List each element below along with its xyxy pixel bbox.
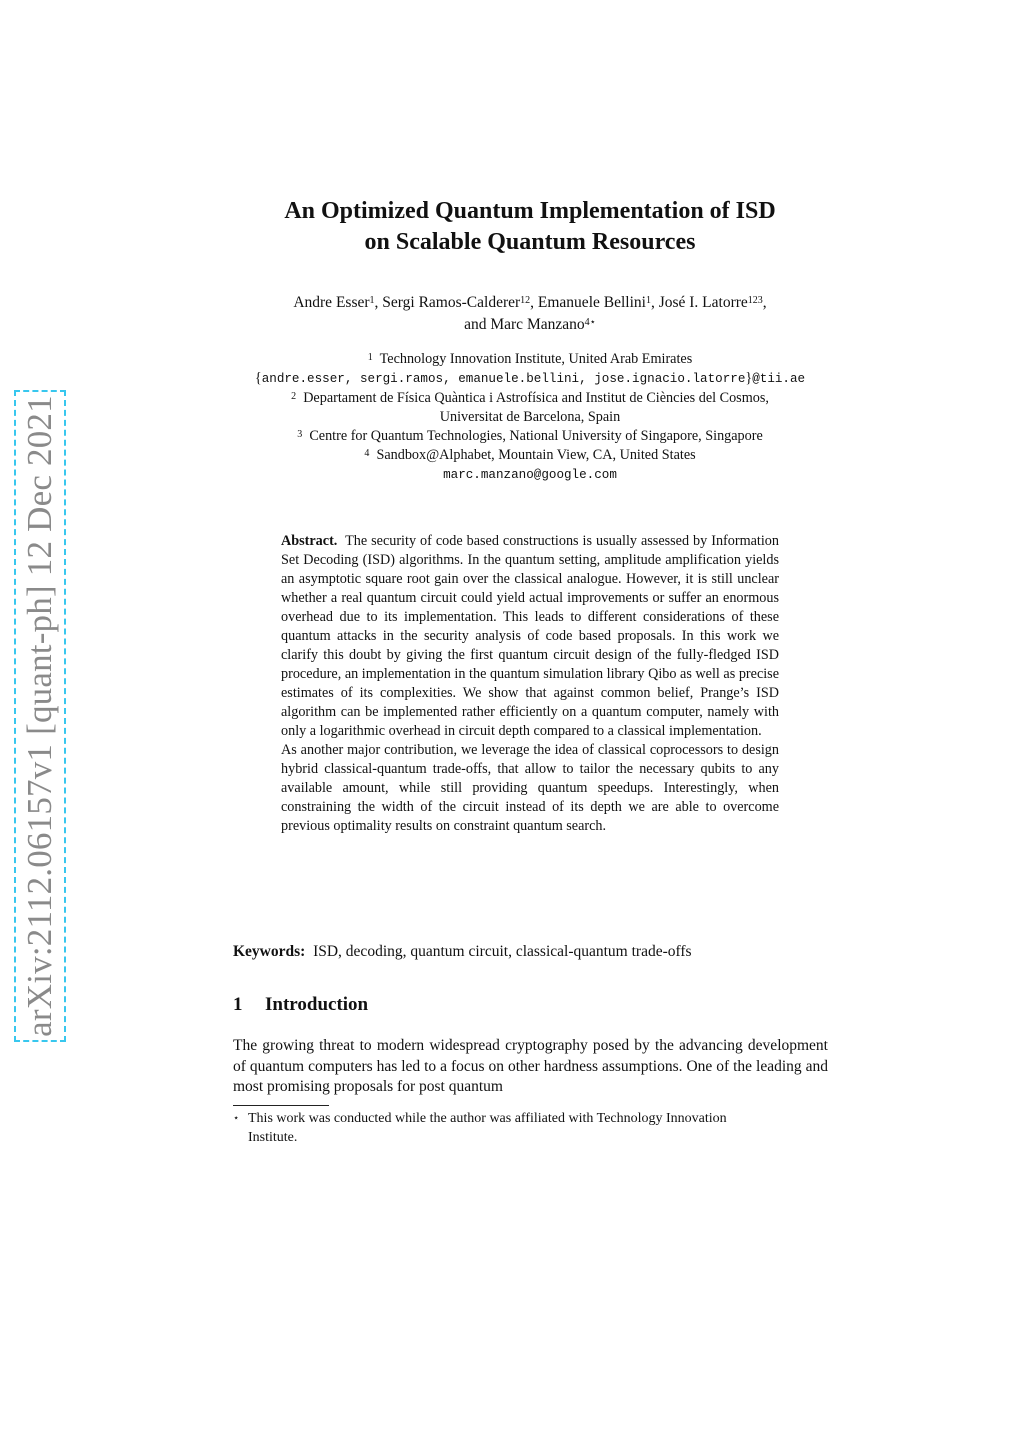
affiliation-1-text: Technology Innovation Institute, United Arab Emirates: [379, 351, 693, 367]
author-manzano-sup: 4⋆: [584, 317, 596, 328]
affiliation-3-sup: 3: [297, 429, 303, 440]
author-latorre-tail: ,: [762, 294, 767, 311]
affiliation-4-email: [200, 465, 860, 485]
author-latorre-sup: 123: [747, 295, 763, 306]
author-manzano: and Marc Manzano: [464, 316, 585, 333]
abstract-paragraph-1: [281, 532, 779, 741]
keywords: [233, 942, 833, 962]
affiliation-1-sup: 1: [367, 352, 373, 363]
affiliation-2-sup: 2: [291, 391, 297, 402]
intro-text: The growing threat to modern widespread cryptography posed by the advancing development of quantum computers has led to a focus on other hardness assumptions. One of the leading and most promising proposals for post quantum: [233, 1037, 828, 1095]
section-heading: [233, 993, 368, 1017]
affiliation-4: [200, 446, 860, 465]
emails-open-brace: {: [254, 370, 262, 386]
affiliation-emails: [200, 369, 860, 389]
title-line-1: An Optimized Quantum Implementation of ISD: [284, 198, 776, 224]
title-line-2: on Scalable Quantum Resources: [364, 229, 696, 255]
emails-close-brace: }: [745, 370, 753, 386]
abstract-label: Abstract.: [281, 533, 338, 549]
keywords-text: ISD, decoding, quantum circuit, classical-quantum trade-offs: [313, 943, 692, 960]
affiliation-4-sup: 4: [364, 448, 370, 459]
paper-title: [200, 196, 860, 258]
author-esser-sup: 1: [369, 295, 375, 306]
section-title: Introduction: [265, 994, 369, 1015]
section-number: 1: [233, 994, 243, 1015]
abstract-text-1: The security of code based constructions is usually assessed by Information Set Decoding (ISD) algorithms. In the quantum setting, amplitude amplification yields an asymptotic square root gain over the classical analogue. However, it is still unclear whether a real quantum circuit could yield actual improvements or suffer an enormous overhead due to its implementation. This leads to different considerations of these quantum attacks in the security analysis of code based proposals. In this work we clarify this doubt by giving the first quantum circuit design of the fully-fledged ISD procedure, an implementation in the quantum simulation library Qibo as well as precise estimates of its complexities. We show that against common belief, Prange’s ISD algorithm can be implemented rather efficiently on a quantum computer, namely with only a logarithmic overhead in circuit depth compared to a classical implementation.: [281, 533, 779, 739]
affiliation-3: [200, 427, 860, 446]
author-latorre: , José I. Latorre: [650, 294, 748, 311]
footnote-line-1: [233, 1109, 828, 1128]
footnote: [233, 1109, 828, 1147]
intro-paragraph: [233, 1036, 828, 1098]
arxiv-stamp-text[interactable]: arXiv:2112.06157v1 [quant-ph] 12 Dec 2021: [20, 395, 59, 1037]
affiliation-1: [200, 350, 860, 369]
author-ramos: , Sergi Ramos-Calderer: [374, 294, 521, 311]
author-line-2: [210, 314, 850, 336]
author-line-1: [210, 292, 850, 314]
author-bellini: , Emanuele Bellini: [530, 294, 646, 311]
abstract-paragraph-2: As another major contribution, we leverage the idea of classical coprocessors to design hybrid classical-quantum trade-offs, that allow to tailor the necessary qubits to any available amount, while still providing quantum speedups. Interestingly, when constraining the width of the circuit instead of its depth we are able to overcome previous optimality results on constraint quantum search.: [281, 742, 779, 834]
emails-list[interactable]: andre.esser, sergi.ramos, emanuele.bellini, jose.ignacio.latorre: [261, 372, 746, 386]
manzano-email[interactable]: marc.manzano@google.com: [443, 468, 617, 482]
affiliation-2-line-2: Universitat de Barcelona, Spain: [439, 409, 621, 425]
abstract: [281, 532, 779, 836]
author-ramos-sup: 12: [520, 295, 531, 306]
arxiv-stamp: [14, 390, 66, 1042]
affiliation-2: [200, 389, 860, 408]
affiliation-2-text: Departament de Física Quàntica i Astrofísica and Institut de Ciències del Cosmos,: [303, 390, 769, 406]
affiliation-4-text: Sandbox@Alphabet, Mountain View, CA, United States: [376, 447, 696, 463]
author-list: [210, 292, 850, 336]
affiliation-3-text: Centre for Quantum Technologies, National University of Singapore, Singapore: [309, 428, 763, 444]
keywords-label: Keywords:: [233, 943, 306, 960]
footnote-mark: ⋆: [233, 1113, 240, 1124]
affiliations: [200, 350, 860, 485]
author-bellini-sup: 1: [645, 295, 651, 306]
footnote-rule: [233, 1105, 329, 1106]
emails-domain[interactable]: @tii.ae: [752, 372, 806, 386]
footnote-line-2: Institute.: [248, 1130, 298, 1145]
author-esser: Andre Esser: [293, 294, 370, 311]
footnote-text-1: This work was conducted while the author was affiliated with Technology Innovation: [248, 1111, 727, 1126]
